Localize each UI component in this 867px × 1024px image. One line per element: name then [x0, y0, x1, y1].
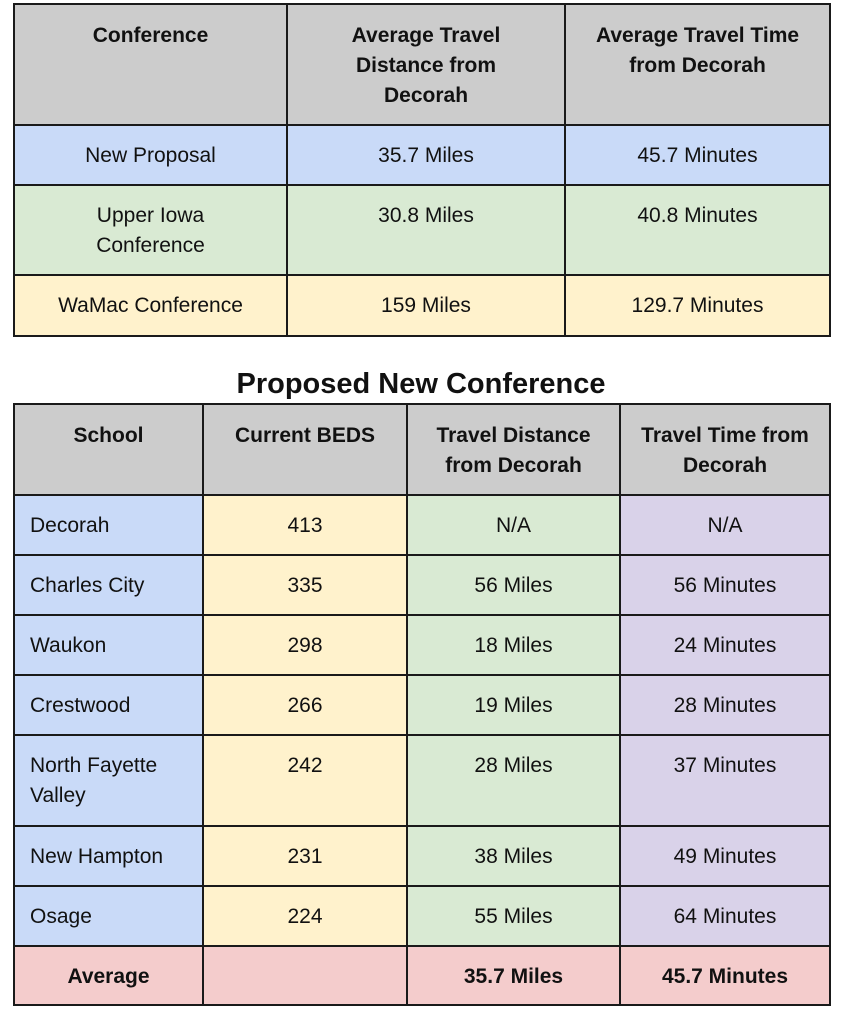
school-cell: Charles City — [14, 555, 203, 615]
school-cell: Crestwood — [14, 675, 203, 735]
table-row — [14, 495, 830, 555]
table-row — [14, 555, 830, 615]
time-cell: 49 Minutes — [620, 826, 830, 886]
proposed-conference-title: Proposed New Conference — [236, 368, 606, 400]
conference-cell: New Proposal — [14, 125, 287, 185]
average-row — [14, 946, 830, 1005]
distance-cell: 56 Miles — [407, 555, 620, 615]
school-cell: North Fayette Valley — [14, 735, 203, 826]
time-cell: 28 Minutes — [620, 675, 830, 735]
table-row — [14, 735, 830, 826]
column-header-current-beds: Current BEDS — [203, 404, 407, 495]
distance-cell: 19 Miles — [407, 675, 620, 735]
average-beds-cell — [203, 946, 407, 1005]
conference-summary-table — [13, 3, 831, 337]
school-cell: New Hampton — [14, 826, 203, 886]
time-cell: 64 Minutes — [620, 886, 830, 946]
table-row — [14, 675, 830, 735]
column-header-travel-distance: Travel Distance from Decorah — [407, 404, 620, 495]
distance-cell: 38 Miles — [407, 826, 620, 886]
time-cell: 40.8 Minutes — [565, 185, 830, 275]
conference-cell: WaMac Conference — [14, 275, 287, 336]
beds-cell: 224 — [203, 886, 407, 946]
distance-cell: N/A — [407, 495, 620, 555]
school-cell: Decorah — [14, 495, 203, 555]
distance-cell: 28 Miles — [407, 735, 620, 826]
time-cell: 56 Minutes — [620, 555, 830, 615]
conference-cell: Upper Iowa Conference — [14, 185, 287, 275]
table-row — [14, 185, 830, 275]
distance-cell: 159 Miles — [287, 275, 565, 336]
time-cell: 129.7 Minutes — [565, 275, 830, 336]
time-cell: 24 Minutes — [620, 615, 830, 675]
time-cell: 45.7 Minutes — [565, 125, 830, 185]
beds-cell: 231 — [203, 826, 407, 886]
table-header-row — [14, 4, 830, 125]
beds-cell: 242 — [203, 735, 407, 826]
proposed-conference-table — [13, 403, 831, 1006]
beds-cell: 335 — [203, 555, 407, 615]
distance-cell: 55 Miles — [407, 886, 620, 946]
table-row — [14, 275, 830, 336]
time-cell: 37 Minutes — [620, 735, 830, 826]
beds-cell: 266 — [203, 675, 407, 735]
distance-cell: 30.8 Miles — [287, 185, 565, 275]
distance-cell: 35.7 Miles — [287, 125, 565, 185]
column-header-average-distance: Average Travel Distance from Decorah — [287, 4, 565, 125]
table-header-row — [14, 404, 830, 495]
column-header-conference: Conference — [14, 4, 287, 125]
average-time-cell: 45.7 Minutes — [620, 946, 830, 1005]
average-label-cell: Average — [14, 946, 203, 1005]
table-row — [14, 125, 830, 185]
average-distance-cell: 35.7 Miles — [407, 946, 620, 1005]
school-cell: Osage — [14, 886, 203, 946]
beds-cell: 298 — [203, 615, 407, 675]
table-row — [14, 886, 830, 946]
column-header-average-time: Average Travel Time from Decorah — [565, 4, 830, 125]
table-row — [14, 826, 830, 886]
time-cell: N/A — [620, 495, 830, 555]
column-header-travel-time: Travel Time from Decorah — [620, 404, 830, 495]
distance-cell: 18 Miles — [407, 615, 620, 675]
column-header-school: School — [14, 404, 203, 495]
beds-cell: 413 — [203, 495, 407, 555]
table-row — [14, 615, 830, 675]
school-cell: Waukon — [14, 615, 203, 675]
